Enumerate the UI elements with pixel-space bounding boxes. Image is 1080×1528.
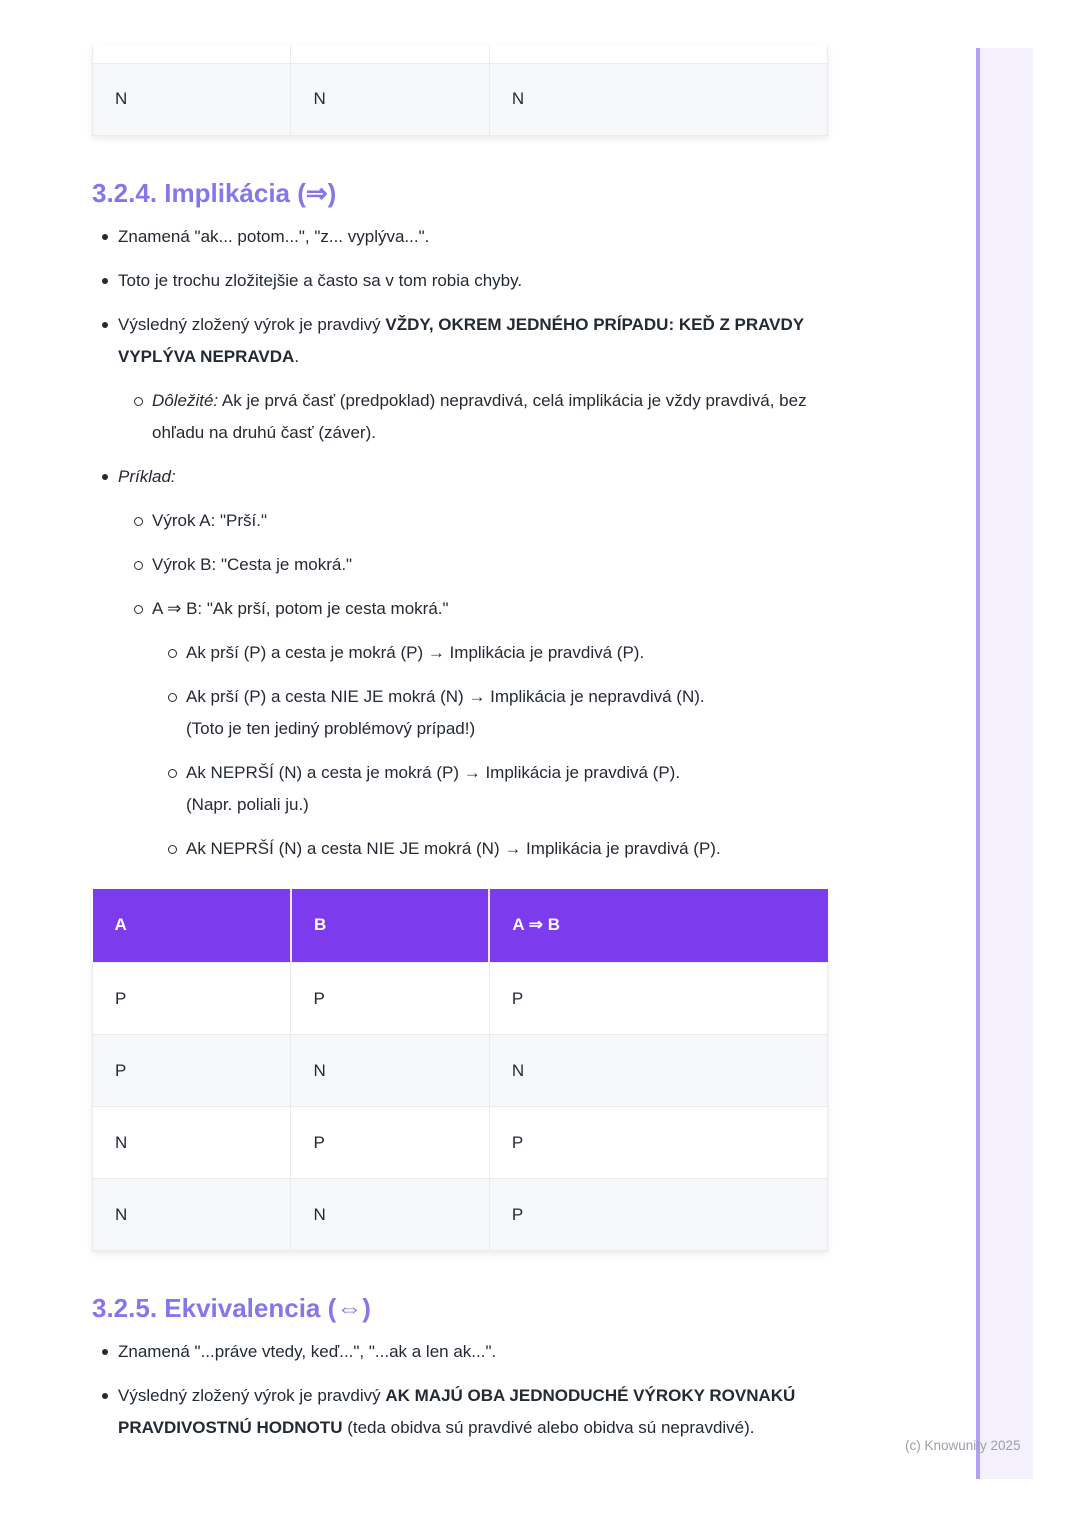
- list-item: [118, 593, 828, 865]
- list-item: [152, 757, 828, 821]
- document-content: [92, 0, 828, 1456]
- table-cell: P: [489, 1107, 827, 1179]
- list-item: [92, 221, 828, 253]
- table-cell: P: [291, 963, 489, 1035]
- list-item-text: Výsledný zložený výrok je pravdivý: [118, 314, 386, 334]
- list-item-text: Výsledný zložený výrok je pravdivý: [118, 1386, 386, 1406]
- table-cell: N: [93, 63, 291, 135]
- list-item-text: Ak prší (P) a cesta NIE JE mokrá (N) → Implikácia je nepravdivá (N).: [186, 686, 705, 706]
- table-row: [93, 1107, 828, 1179]
- list-item: [92, 265, 828, 297]
- table-cell: P: [93, 963, 291, 1035]
- table-header-cell: B: [291, 889, 489, 963]
- copyright-watermark: (c) Knowunity 2025: [905, 1438, 1021, 1453]
- ekvivalencia-list: [92, 1336, 828, 1444]
- table-cell: P: [93, 1035, 291, 1107]
- table-header-row: [93, 889, 828, 963]
- list-item-text: A ⇒ B: "Ak prší, potom je cesta mokrá.": [152, 598, 449, 618]
- table-header-cell: A: [93, 889, 291, 963]
- table-header-cell: A ⇒ B: [489, 889, 827, 963]
- table-cell: N: [291, 63, 489, 135]
- table-cell: N: [291, 1179, 489, 1251]
- table-row: [93, 963, 828, 1035]
- list-item-text: Ak je prvá časť (predpoklad) nepravdivá, celá implikácia je vždy pravdivá, bez ohľadu na druhú časť (záver).: [152, 390, 807, 442]
- table-cell: P: [291, 1107, 489, 1179]
- sub-sub-list: [152, 637, 828, 865]
- table-cell: P: [489, 963, 827, 1035]
- list-item-text: .: [294, 346, 300, 366]
- right-side-panel: [976, 48, 1033, 1479]
- list-item-text: Výrok B: "Cesta je mokrá.": [152, 554, 353, 574]
- partial-truth-table: [92, 45, 828, 136]
- list-item: [92, 461, 828, 865]
- list-item-italic-label: Dôležité:: [152, 390, 219, 410]
- table-cell: N: [93, 1107, 291, 1179]
- list-item: [152, 833, 828, 865]
- table-cell: N: [291, 1035, 489, 1107]
- table-cell: [489, 45, 827, 63]
- list-item-note: (Toto je ten jediný problémový prípad!): [186, 718, 476, 738]
- table-cell: [93, 45, 291, 63]
- list-item-text: (teda obidva sú pravdivé alebo obidva sú nepravdivé).: [342, 1418, 755, 1438]
- implication-truth-table: [92, 889, 828, 1252]
- table-cell: N: [489, 1035, 827, 1107]
- section-heading-implikacia: 3.2.4. Implikácia (⇒): [92, 177, 337, 208]
- list-item-text: Výrok A: "Prší.": [152, 510, 268, 530]
- list-item: [152, 681, 828, 745]
- implikacia-list: [92, 221, 828, 865]
- table-cell: N: [489, 63, 827, 135]
- table-cell: N: [93, 1179, 291, 1251]
- list-item: [118, 549, 828, 581]
- sub-list: [118, 505, 828, 865]
- table-row: [93, 63, 828, 135]
- list-item-text: Znamená "...práve vtedy, keď...", "...ak a len ak...".: [118, 1342, 497, 1362]
- list-item: [118, 385, 828, 449]
- list-item-text: Znamená "ak... potom...", "z... vyplýva...".: [118, 226, 430, 246]
- list-item: [118, 505, 828, 537]
- list-item-text: Ak NEPRŠÍ (N) a cesta je mokrá (P) → Implikácia je pravdivá (P).: [186, 762, 681, 782]
- list-item-text: Ak prší (P) a cesta je mokrá (P) → Implikácia je pravdivá (P).: [186, 642, 645, 662]
- table-row: [93, 45, 828, 63]
- table-row: [93, 1179, 828, 1251]
- sub-list: [118, 385, 828, 449]
- list-item-note: (Napr. poliali ju.): [186, 794, 309, 814]
- section-heading-ekvivalencia: 3.2.5. Ekvivalencia (⇔): [92, 1293, 371, 1324]
- list-item: [152, 637, 828, 669]
- list-item-text: Ak NEPRŠÍ (N) a cesta NIE JE mokrá (N) → Implikácia je pravdivá (P).: [186, 838, 721, 858]
- table-cell: P: [489, 1179, 827, 1251]
- list-item: [92, 1336, 828, 1368]
- list-item: [92, 309, 828, 449]
- table-cell: [291, 45, 489, 63]
- list-item-bold-text: VŽDY, OKREM JEDNÉHO PRÍPADU: KEĎ Z PRAVDY VYPLÝVA NEPRAVDA: [118, 314, 804, 366]
- list-item-text: Toto je trochu zložitejšie a často sa v tom robia chyby.: [118, 270, 523, 290]
- list-item: [92, 1380, 828, 1444]
- list-item-italic-label: Príklad:: [118, 466, 176, 486]
- table-row: [93, 1035, 828, 1107]
- list-item-bold-text: AK MAJÚ OBA JEDNODUCHÉ VÝROKY ROVNAKÚ PRAVDIVOSTNÚ HODNOTU: [118, 1386, 796, 1438]
